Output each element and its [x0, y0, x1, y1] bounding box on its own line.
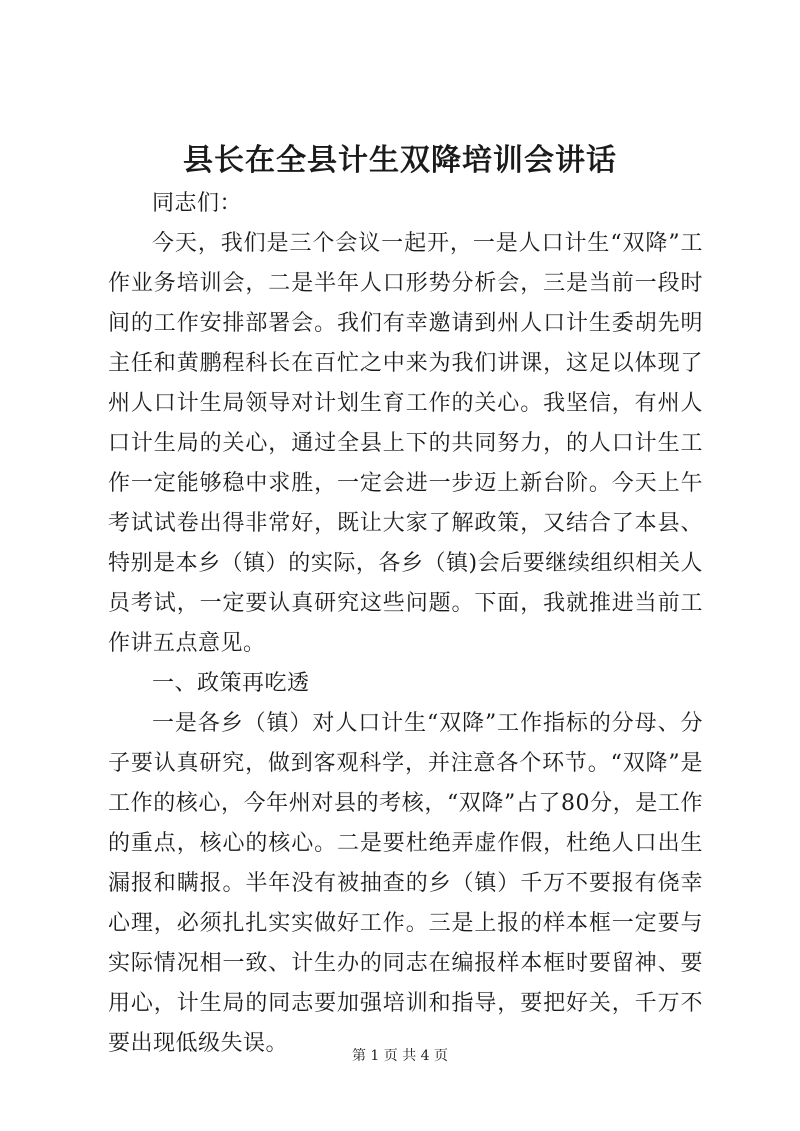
page-footer: 第 1 页 共 4 页 [351, 1048, 449, 1064]
section-heading: 一、政策再吃透 [152, 671, 310, 696]
document-body [108, 184, 703, 1064]
salutation-paragraph: 同志们： [152, 191, 243, 216]
section-paragraph: 一是各乡（镇）对人口计生“双降”工作指标的分母、分子要认真研究，做到客观科学，并注意各个环节。“双降”是工作的核心，今年州对县的考核，“双降”占了80分，是工作的重点，核心的核心。二是要杜绝弄虚作假，杜绝人口出生漏报和瞒报。半年没有被抽查的乡（镇）千万不要报有侥幸心理，必须扎扎实实做好工作。三是上报的样本框一定要与实际情况相一致、计生办的同志在编报样本框时要留神、要用心，计生局的同志要加强培训和指导，要把好关，千万不要出现低级失误。 [108, 711, 703, 1056]
intro-paragraph: 今天，我们是三个会议一起开，一是人口计生“双降”工作业务培训会，二是半年人口形势分析会，三是当前一段时间的工作安排部署会。我们有幸邀请到州人口计生委胡先明主任和黄鹏程科长在百忙之中来为我们讲课，这足以体现了州人口计生局领导对计划生育工作的关心。我坚信，有州人口计生局的关心，通过全县上下的共同努力，的人口计生工作一定能够稳中求胜，一定会进一步迈上新台阶。今天上午考试试卷出得非常好，既让大家了解政策，又结合了本县、特别是本乡（镇）的实际，各乡（镇)会后要继续组织相关人员考试，一定要认真研究这些问题。下面，我就推进当前工作讲五点意见。 [108, 231, 703, 656]
document-title: 县长在全县计生双降培训会讲话 [183, 143, 617, 178]
